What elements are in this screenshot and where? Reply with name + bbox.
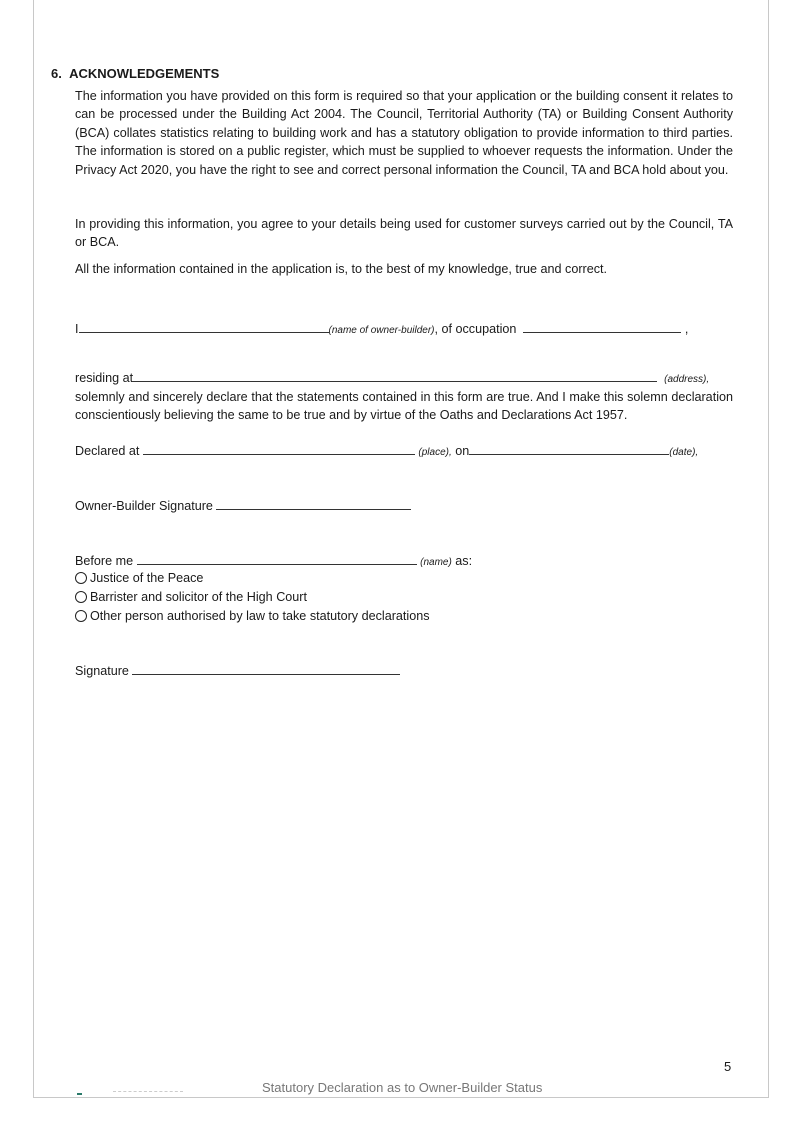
i-label: I	[75, 322, 79, 336]
date-hint: (date),	[669, 447, 699, 458]
residing-label: residing at	[75, 371, 134, 385]
name-occupation-line	[75, 320, 688, 336]
occupation-label: , of occupation	[434, 322, 517, 336]
footer-logo-mark	[77, 1093, 82, 1095]
place-hint: (place),	[418, 447, 452, 458]
declared-label: Declared at	[75, 444, 140, 458]
option-label: Justice of the Peace	[90, 571, 204, 585]
address-hint: (address),	[664, 374, 710, 385]
residing-line	[75, 369, 709, 385]
radio-icon[interactable]	[75, 591, 87, 603]
as-label: as:	[455, 554, 473, 568]
owner-name-field[interactable]	[79, 320, 329, 333]
signature-label: Signature	[75, 664, 129, 678]
owner-signature-line	[75, 497, 411, 513]
privacy-paragraph: The information you have provided on this form is required so that your application or the building consent it relates to can be processed under the Building Act 2004. The Council, Territorial Authority (TA) or Building Consent Authority (BCA) collates statistics relating to building work and has a statutory obligation to provide information to third parties. The information is stored on a public register, which must be supplied to whoever requests the information. Under the Privacy Act 2020, you have the right to see and correct personal information the Council, TA and BCA hold about you.	[75, 89, 733, 177]
owner-signature-label: Owner-Builder Signature	[75, 499, 213, 513]
section-heading: 6. ACKNOWLEDGEMENTS	[51, 66, 220, 81]
name-hint: (name of owner-builder)	[328, 325, 435, 336]
footer-faint-text	[113, 1091, 183, 1092]
option-label: Barrister and solicitor of the High Court	[90, 590, 307, 604]
signature-line	[75, 662, 400, 678]
option-label: Other person authorised by law to take statutory declarations	[90, 609, 430, 623]
witness-name-field[interactable]	[137, 552, 417, 565]
option-justice-of-peace[interactable]	[75, 571, 203, 585]
comma: ,	[684, 322, 689, 336]
radio-icon[interactable]	[75, 572, 87, 584]
radio-icon[interactable]	[75, 610, 87, 622]
declared-at-line	[75, 442, 698, 458]
date-field[interactable]	[469, 442, 669, 455]
truth-paragraph: All the information contained in the application is, to the best of my knowledge, true and correct.	[75, 262, 608, 276]
address-field[interactable]	[133, 369, 657, 382]
place-field[interactable]	[143, 442, 415, 455]
declaration-statement: solemnly and sincerely declare that the statements contained in this form are true. And I make this solemn declaration conscientiously believing the same to be true and by virtue of the Oaths and Declarations Act 1957.	[75, 390, 733, 423]
signature-field[interactable]	[132, 662, 400, 675]
page-number: 5	[724, 1059, 732, 1074]
footer-title: Statutory Declaration as to Owner-Builder Status	[262, 1080, 543, 1095]
occupation-field[interactable]	[523, 320, 681, 333]
survey-paragraph: In providing this information, you agree to your details being used for customer surveys carried out by the Council, TA or BCA.	[75, 217, 733, 250]
before-me-label: Before me	[75, 554, 134, 568]
owner-signature-field[interactable]	[216, 497, 411, 510]
before-me-line	[75, 552, 472, 568]
on-label: on	[455, 444, 470, 458]
witness-name-hint: (name)	[420, 557, 452, 568]
option-other-authorised[interactable]	[75, 609, 430, 623]
option-barrister[interactable]	[75, 590, 307, 604]
